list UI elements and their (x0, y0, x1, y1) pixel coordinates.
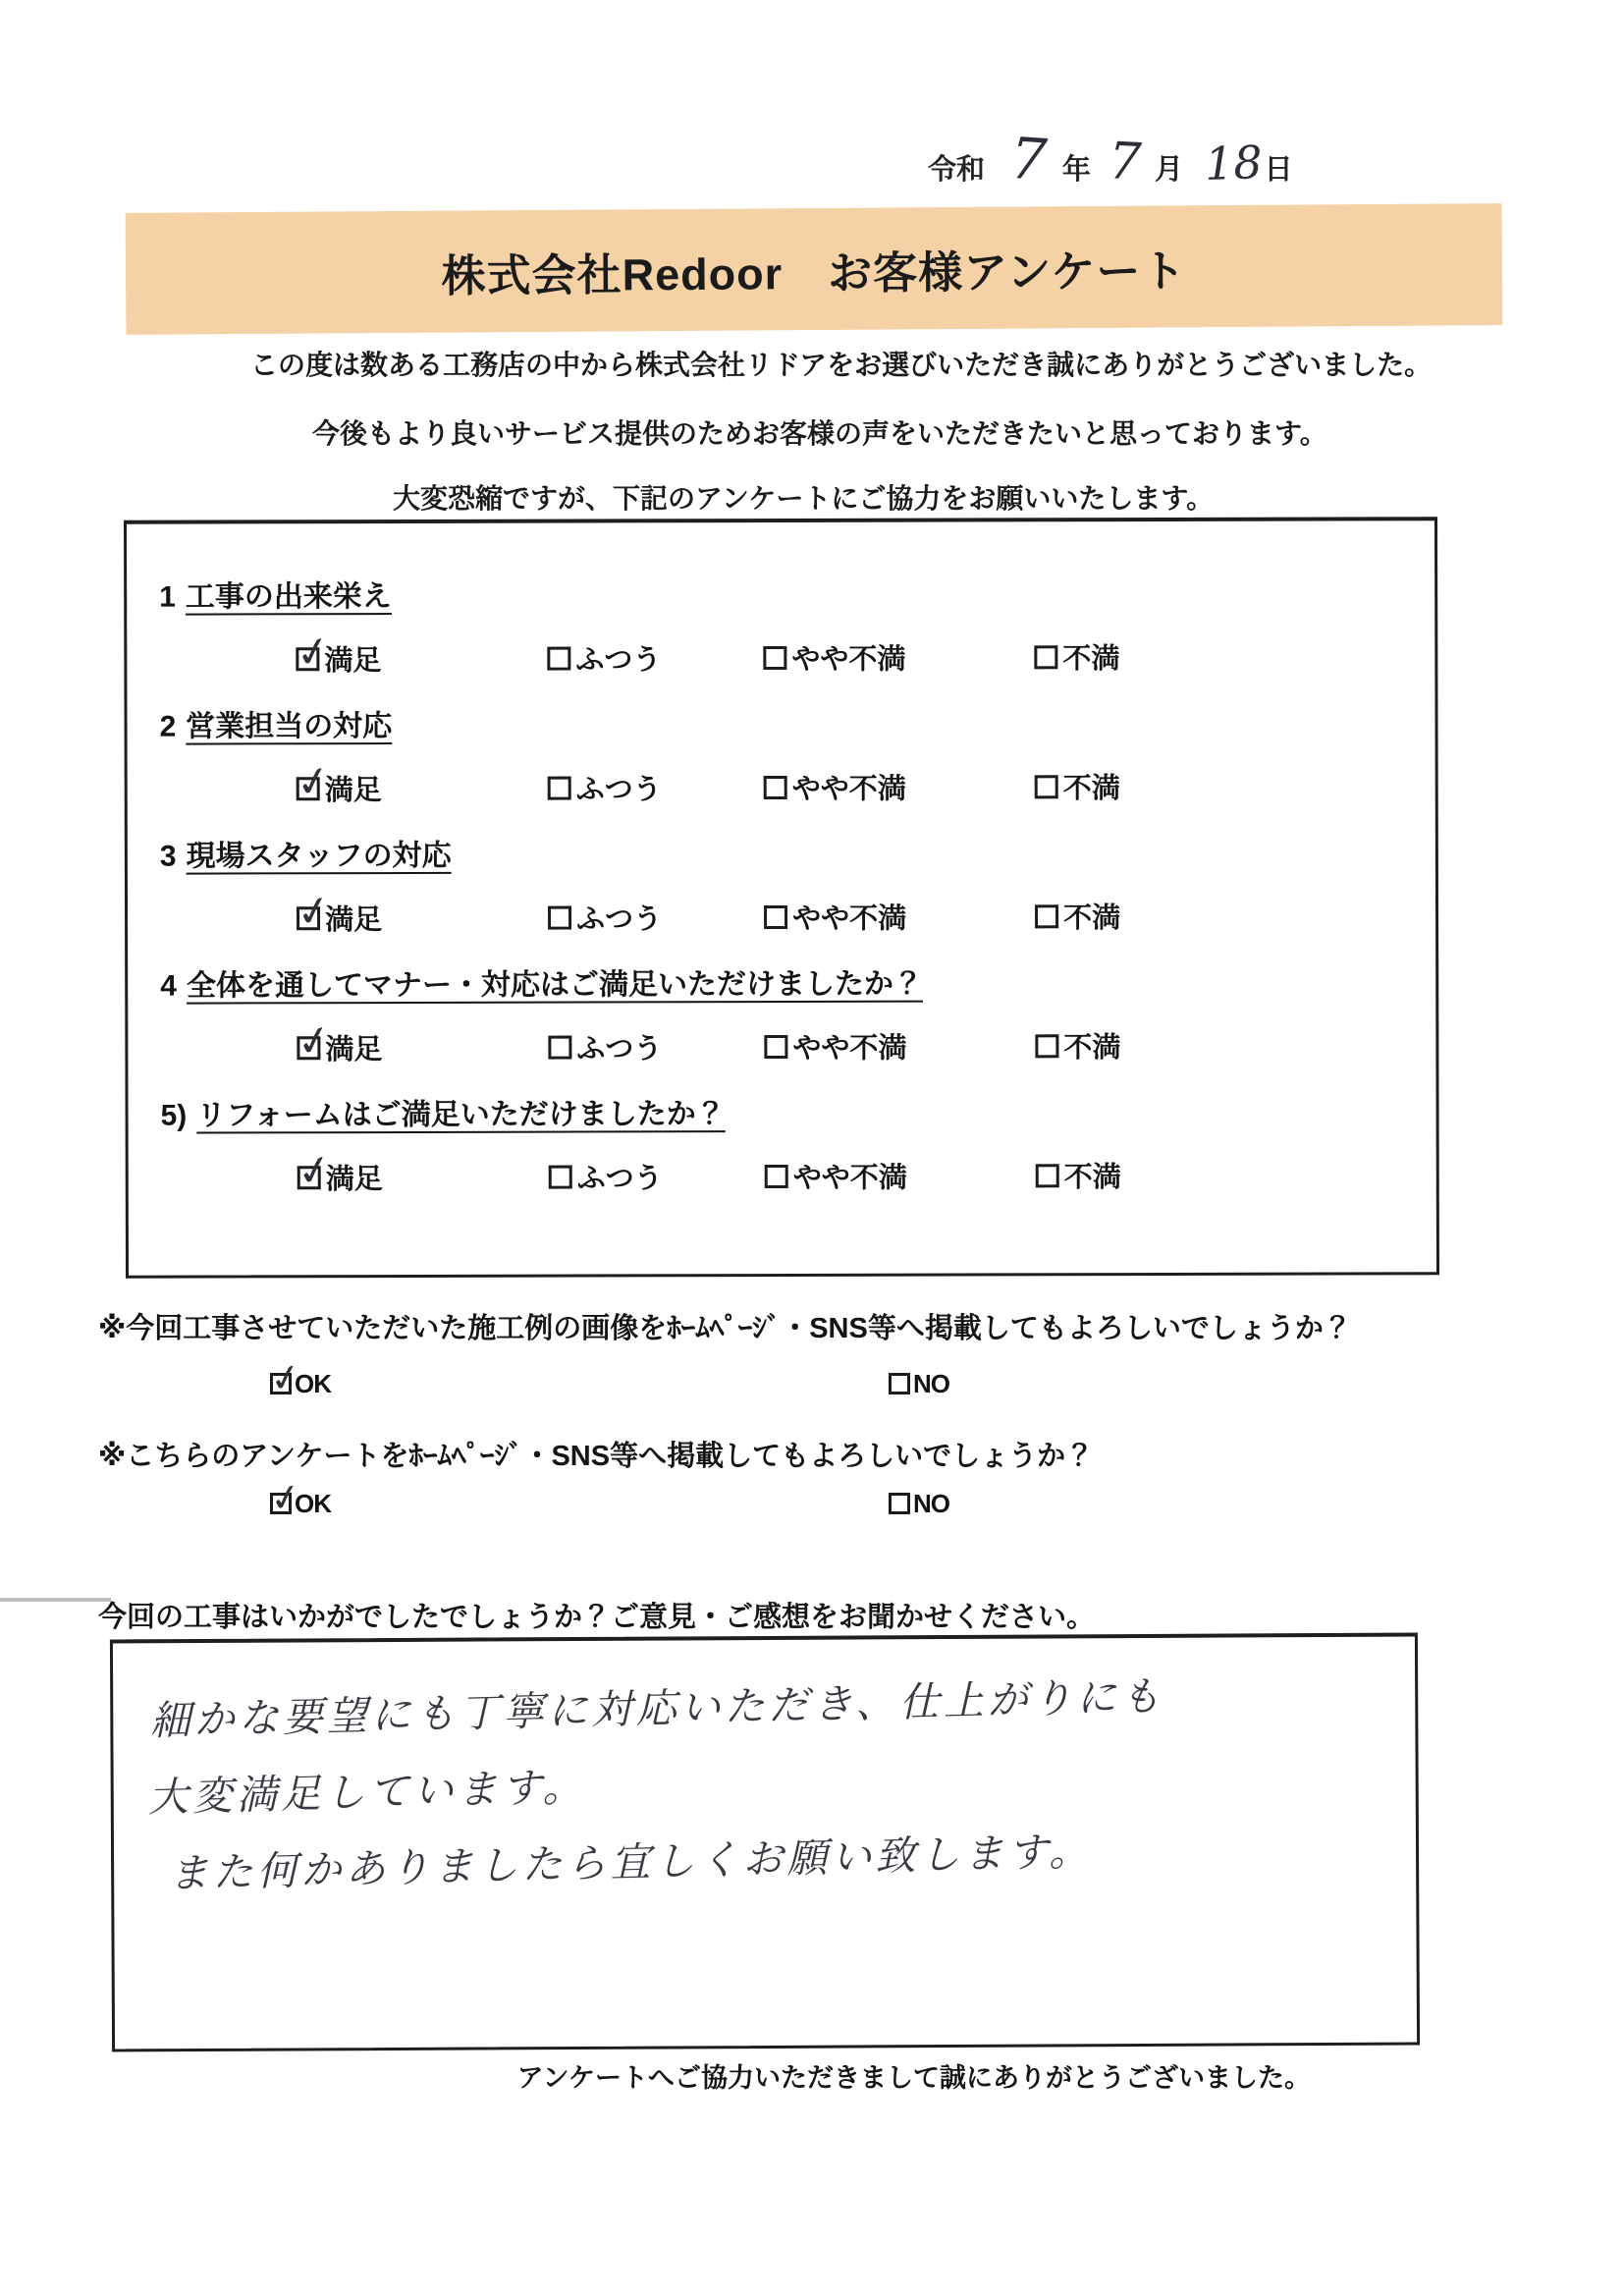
checkbox-icon[interactable] (549, 1165, 572, 1188)
option-label: 満足 (324, 645, 382, 678)
permission-question-block (98, 1439, 1551, 1519)
survey-question (161, 1094, 1427, 1194)
option-item[interactable] (548, 897, 764, 938)
checkbox-icon[interactable] (1034, 645, 1057, 669)
question-title (161, 1094, 1427, 1133)
option-item[interactable] (549, 1156, 765, 1197)
option-item[interactable] (889, 1489, 949, 1519)
question-options (160, 768, 1426, 805)
question-title (160, 835, 1426, 874)
option-item[interactable] (297, 898, 548, 939)
option-label: ふつう (575, 774, 662, 806)
handwritten-year: 7 (1007, 124, 1050, 194)
handwritten-comment-line-1: 細かな要望にも丁寧に対応いただき、仕上がりにも (149, 1672, 1165, 1745)
checked-checkbox-icon[interactable] (298, 1166, 321, 1189)
option-item[interactable] (548, 767, 764, 808)
permission-options (98, 1368, 1551, 1399)
intro-line-3: 大変恐縮ですが、下記のアンケートにご協力をお願いいたします。 (393, 483, 1215, 514)
permission-question-text: ※こちらのアンケートをﾎｰﾑﾍﾟｰｼﾞ・SNS等へ掲載してもよろしいでしょうか？ (98, 1441, 1095, 1472)
option-item[interactable] (270, 1489, 889, 1519)
day-unit-label: 日 (1264, 154, 1293, 186)
option-label: やや不満 (792, 1032, 907, 1065)
handwritten-day: 18 (1204, 135, 1264, 191)
option-label: 満足 (325, 1164, 383, 1196)
checkbox-icon[interactable] (764, 775, 787, 798)
question-options (159, 638, 1425, 676)
option-label: 満足 (325, 1034, 383, 1066)
option-label: ふつう (575, 644, 662, 677)
option-item[interactable] (765, 1155, 1036, 1196)
date-line (928, 126, 1293, 192)
option-item[interactable] (764, 896, 1035, 937)
option-label: 不満 (1063, 1162, 1121, 1194)
checkbox-icon[interactable] (764, 904, 787, 928)
checkbox-icon[interactable] (1035, 1034, 1058, 1058)
intro-line-1: この度は数ある工務店の中から株式会社リドアをお選びいただき誠にありがとうございました。 (250, 350, 1433, 380)
option-item[interactable] (1035, 1025, 1120, 1066)
option-label: OK (295, 1488, 331, 1518)
closing-thanks: アンケートへご協力いただきまして誠にありがとうございました。 (516, 2063, 1311, 2093)
checkbox-icon[interactable] (547, 646, 570, 670)
survey-question (159, 705, 1425, 805)
comment-box (110, 1633, 1420, 2052)
option-item[interactable] (764, 1025, 1035, 1066)
option-label: ふつう (576, 1163, 663, 1195)
question-title (159, 705, 1425, 744)
option-item[interactable] (763, 636, 1034, 678)
option-label: ふつう (576, 1033, 663, 1066)
question-number: 2 (159, 710, 177, 743)
option-item[interactable] (296, 638, 547, 680)
option-label: やや不満 (791, 643, 906, 676)
permission-question-block (98, 1311, 1551, 1399)
checkbox-icon[interactable] (889, 1493, 910, 1514)
checkbox-icon[interactable] (889, 1373, 910, 1394)
option-label: 不満 (1063, 1032, 1121, 1065)
option-item[interactable] (1035, 896, 1120, 936)
checked-checkbox-icon[interactable] (297, 777, 320, 800)
title-banner (126, 203, 1503, 335)
question-title (159, 575, 1425, 615)
survey-question (160, 964, 1426, 1065)
checkbox-icon[interactable] (1035, 904, 1058, 928)
page-title: 株式会社Redoor お客様アンケート (441, 245, 1187, 301)
question-number: 5) (160, 1099, 188, 1132)
question-label: 現場スタッフの対応 (186, 839, 452, 873)
question-options (160, 1027, 1426, 1065)
checkbox-icon[interactable] (1036, 1164, 1059, 1187)
question-title (160, 964, 1426, 1004)
option-label: 不満 (1062, 773, 1120, 805)
option-label: 満足 (325, 904, 383, 937)
option-label: 不満 (1063, 902, 1121, 935)
option-label: やや不満 (792, 1162, 907, 1194)
survey-questions (159, 575, 1427, 1194)
month-unit-label: 月 (1155, 154, 1184, 186)
era-label: 令和 (928, 154, 986, 186)
question-label: 工事の出来栄え (185, 580, 392, 614)
handwritten-month: 7 (1107, 132, 1143, 192)
question-label: 全体を通してマナー・対応はご満足いただけましたか？ (186, 967, 923, 1003)
year-unit-label: 年 (1061, 154, 1091, 186)
question-label: 営業担当の対応 (186, 710, 393, 743)
question-options (160, 898, 1426, 935)
checkbox-icon[interactable] (764, 1034, 787, 1058)
option-item[interactable] (764, 766, 1035, 807)
comment-section-heading: 今回の工事はいかがでしたでしょうか？ご意見・ご感想をお聞かせください。 (98, 1602, 1096, 1633)
checkbox-icon[interactable] (548, 905, 571, 929)
question-number: 3 (159, 840, 177, 873)
checkbox-icon[interactable] (763, 645, 786, 669)
option-item[interactable] (298, 1157, 549, 1198)
checked-checkbox-icon[interactable] (296, 647, 319, 671)
checked-checkbox-icon[interactable] (297, 906, 320, 930)
question-number: 1 (159, 580, 176, 614)
checkbox-icon[interactable] (765, 1164, 788, 1187)
question-label: リフォームはご満足いただけましたか？ (196, 1098, 726, 1132)
checked-checkbox-icon[interactable] (270, 1493, 292, 1514)
option-item[interactable] (297, 768, 548, 809)
checked-checkbox-icon[interactable] (297, 1036, 320, 1060)
survey-questions-box (124, 517, 1439, 1279)
intro-line-2: 今後もより良いサービス提供のためお客様の声をいただきたいと思っております。 (312, 418, 1327, 449)
scan-artifact-line (0, 1598, 111, 1602)
option-label: ふつう (576, 903, 663, 936)
permission-options (98, 1488, 1551, 1519)
permission-question-text: ※今回工事させていただいた施工例の画像をﾎｰﾑﾍﾟｰｼﾞ・SNS等へ掲載してもよろしいでしょうか？ (98, 1313, 1352, 1344)
checked-checkbox-icon[interactable] (270, 1373, 292, 1394)
option-item[interactable] (297, 1027, 548, 1068)
option-item[interactable] (270, 1369, 889, 1399)
option-item[interactable] (1035, 766, 1120, 806)
checkbox-icon[interactable] (548, 776, 571, 799)
option-item[interactable] (889, 1369, 949, 1399)
handwritten-comment-line-2: 大変満足しています。 (147, 1763, 587, 1822)
option-item[interactable] (548, 1026, 764, 1067)
option-item[interactable] (1034, 636, 1119, 677)
option-label: 不満 (1062, 643, 1120, 676)
handwritten-comment (109, 1624, 1421, 2061)
option-label: NO (913, 1488, 949, 1518)
permission-section (98, 1311, 1551, 1519)
option-label: NO (913, 1368, 949, 1398)
option-label: やや不満 (792, 902, 907, 935)
survey-question (159, 575, 1425, 676)
handwritten-comment-line-3: また何かありましたら宜しくお願い致します。 (168, 1827, 1094, 1897)
option-label: OK (295, 1368, 331, 1398)
question-number: 4 (160, 969, 177, 1003)
checkbox-icon[interactable] (1035, 775, 1058, 798)
question-options (161, 1157, 1427, 1194)
option-label: 満足 (324, 775, 382, 807)
option-item[interactable] (1036, 1155, 1121, 1195)
option-label: やや不満 (791, 773, 906, 805)
survey-question (160, 835, 1426, 935)
option-item[interactable] (547, 637, 763, 679)
checkbox-icon[interactable] (548, 1035, 571, 1059)
